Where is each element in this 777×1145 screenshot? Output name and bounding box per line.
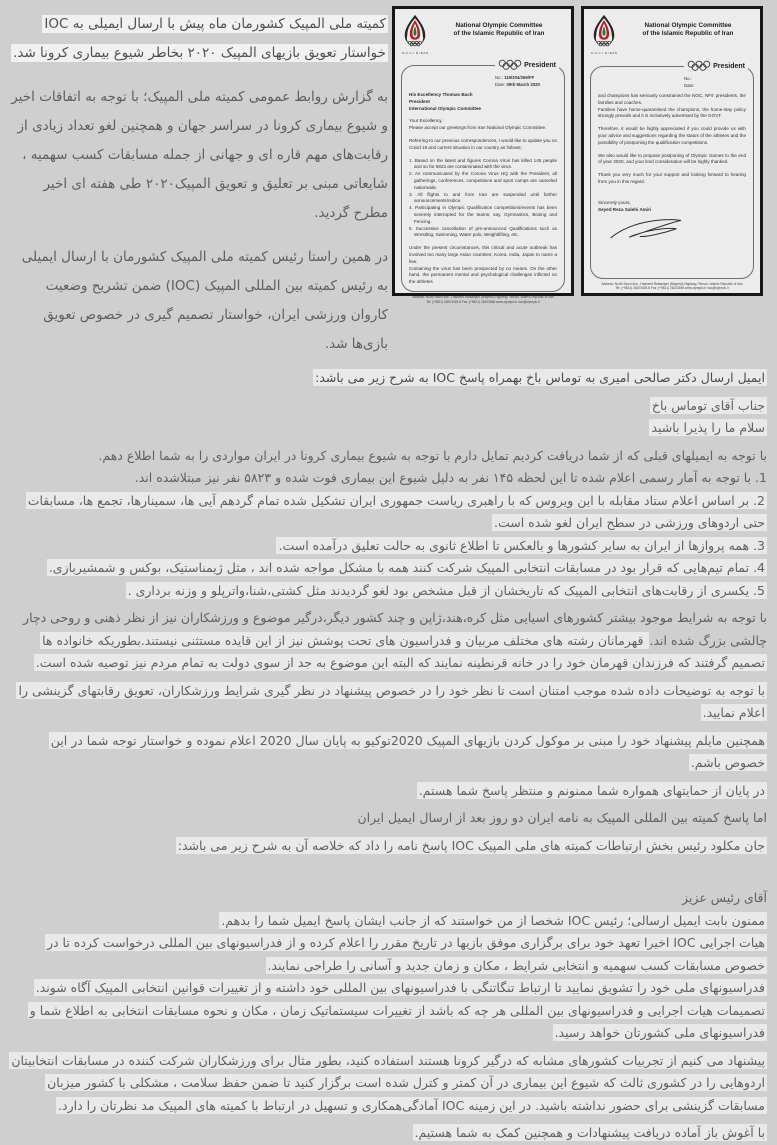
org-name-line2: of the Islamic Republic of Iran bbox=[642, 30, 734, 37]
president-label: President bbox=[713, 62, 745, 70]
paragraph bbox=[10, 445, 767, 468]
highlighted-text: 2. بر اساس اعلام ستاد مقابله با این ویروس که با راهبری ریاست جمهوری ایران تشکیل شده تمام گردهم آیی ها، سمینارها، تجمع ها، مسابقات حتی اردوهای ورزشی در سطح ایران لغو شده است. bbox=[27, 492, 765, 530]
no-label: No.: bbox=[684, 76, 692, 81]
letter-footer-line2: Tel: (+9821) 26203425-6 Fax: (+9821) 26203556 www.olympic.ir noc@olympic.ir bbox=[615, 286, 729, 291]
plain-text: در همین راستا رئیس کمیته ملی المپیک کشورمان با ارسال ایمیلی به رئیس کمیته بین المللی المپیک (IOC) ضمن تشریح وضعیت کاروان ورزشی ایران، خواستار تصمیم گیری در خصوص تعویق بازی‌ها شد. bbox=[21, 249, 388, 352]
highlighted-text: ممنون بابت ایمیل ارسالی؛ رئیس IOC شخصا از من خواستند که از جانب ایشان پاسخ ایمیل شما را بدهم. bbox=[221, 912, 765, 928]
highlighted-text: هیات اجرایی IOC اخیرا تعهد خود برای برگزاری موفق بازیها در تاریخ مقرر را اعلام کرده و از فدراسیونهای بین المللی درخواست کرده تا در خصوص مسابقات کسب سهمیه و انتخابی شرایط ، مکان و زمان جدید و آسانی را طراحی نمایند. bbox=[46, 935, 765, 973]
paragraph bbox=[10, 243, 388, 359]
date-label: Date: bbox=[684, 82, 695, 88]
highlighted-text: جان مکلود رئیس بخش ارتباطات کمیته های ملی المپیک IOC پاسخ نامه را داد که خلاصه آن به شرح زیر می باشد: bbox=[177, 837, 765, 853]
paragraph bbox=[10, 83, 388, 228]
letter-line: His Excellency Thomas Bach bbox=[409, 92, 473, 97]
logo-caption: N.O.C.I.R.IRAN bbox=[401, 51, 429, 55]
paragraph bbox=[10, 417, 767, 440]
plain-text: اما پاسخ کمیته بین المللی المپیک به نامه ایران دو روز بعد از ارسال ایمیل ایران bbox=[357, 810, 767, 825]
paragraph bbox=[10, 1000, 767, 1045]
paragraph bbox=[10, 932, 767, 977]
letter-line: Referring to our previous correspondences, I would like to update you on Covid 19 and current situation in our country as follows: bbox=[409, 137, 557, 150]
paragraph bbox=[10, 607, 767, 675]
letter-line: President bbox=[409, 98, 430, 104]
highlighted-text: 5. یکسری از رقابت‌های انتخابی المپیک که تاریخشان از قبل مشخص بود لغو گردیدند مثل کشتی،شنا،واترپلو و وزنه برداری . bbox=[127, 582, 765, 598]
letter-line: 2. As communicated by the Corona Virus HQ with the President, all gatherings, conferences, competitions and sport camps are canceled nationwide. bbox=[409, 171, 557, 190]
highlighted-text: سلام ما را پذیرا باشید bbox=[651, 420, 765, 435]
paragraph bbox=[10, 1050, 767, 1118]
plain-text: آقای رئیس عزیز bbox=[682, 890, 767, 905]
paragraph bbox=[10, 835, 767, 858]
letter-body-text bbox=[598, 93, 746, 241]
letter-line: Your Excellency, bbox=[409, 118, 443, 124]
noc-iran-logo bbox=[590, 14, 618, 55]
letter-line: We also would like to propose postponing of Olympic Games to the end of year 2020, and your kind consideration will be highly thanked. bbox=[598, 152, 746, 165]
letter-line: Containing the virus has been prospected by no means. On the other hand, the permanent mental and psychological challenges inflicted on the athletes bbox=[409, 265, 557, 285]
highlighted-text: پیشنهاد می کنیم از تجربیات کشورهای مشابه که درگیر کرونا هستند استفاده کنید، بطور مثال برای ورزشکاران شرکت کننده در مسابقات انتخابیتان اردوهایی را در کشوری ثالث که شیوع این بیماری در آن کمتر و کترل شده است برگزار کنید تا ضمن حفظ سلامت ، مشکلی با کشور میزبان مسابقات گزینشی برای حضور نداشته باشید. در این زمینه IOC آمادگی‌همکاری و تسهیل در ارتباط با کمیته های المپیک مد نظرتان را دارد. bbox=[11, 1052, 765, 1113]
plain-text: با توجه به ایمیلهای قبلی که از شما دریافت کردیم تمایل دارم با توجه به شیوع بیماری کرونا در ایران مواردی را به شما اطلاع دهم. bbox=[98, 447, 767, 463]
letter-line: 1. Based on the latest and figures Corona Virus has killed 145 people and so far 5823 are contaminated with the virus. bbox=[409, 157, 557, 170]
olympic-rings-icon bbox=[687, 60, 711, 72]
letter-line: Sincerely yours, bbox=[598, 199, 631, 205]
plain-text: 1. با توجه به آمار رسمی اعلام شده تا این لحظه ۱۴۵ نفر به دلیل شیوع این بیماری فوت شده و ۵۸۲۳ نفر نیز مبتلاشده اند. bbox=[134, 470, 767, 485]
president-label: President bbox=[524, 61, 556, 69]
olympic-rings-icon bbox=[498, 59, 522, 71]
highlighted-text: جناب آقای توماس باخ bbox=[651, 397, 765, 413]
noc-iran-logo bbox=[401, 14, 429, 55]
article-body bbox=[0, 359, 777, 1145]
plain-text: به گزارش روابط عمومی کمیته ملی المپیک؛ با توجه به اتفاقات اخیر و شیوع بیماری کرونا در سراسر جهان و همچنین لغو تعداد زیادی از رقابت‌های مهم قاره ای و جهانی از جمله مسابقات کسب سهمیه ، شایعاتی مبنی بر تعلیق و تعویق المپیک۲۰۲۰ طی هفته ای اخیر مطرح گردید. bbox=[11, 89, 388, 221]
paragraph bbox=[10, 10, 388, 68]
no-value: 119/204/269/FF bbox=[504, 75, 535, 80]
highlighted-text: با توجه به توضیحات داده شده موجب امتنان است تا نظر خود را در خصوص پیشنهاد در نظر گیری شرایط ورزشکاران، تعویق رقابتهای گزینشی را اعلام نمایید. bbox=[18, 682, 765, 720]
paragraph bbox=[10, 467, 767, 490]
org-name-line2: of the Islamic Republic of Iran bbox=[453, 30, 545, 37]
letter-number-date bbox=[495, 75, 557, 88]
plain-text: با توجه به شرایط موجود بیشتر کشورهای اسیایی مثل کره،هند،ژاپن و چند کشور دیگر،درگیر موضوع و ورزشکاران نیز از نظر ذهنی و روحی دچار چالشی بزرگ شده اند. bbox=[23, 610, 767, 648]
letter-line: International Olympic Committee bbox=[409, 105, 481, 111]
highlighted-text: کمیته ملی المپیک کشورمان ماه پیش با ارسال ایمیلی به IOC خواستار تعویق بازیهای المپیک ۲۰۲۰ بخاطر شیوع بیماری کرونا شد. bbox=[13, 16, 386, 61]
paragraph bbox=[10, 730, 767, 775]
letter-body-box bbox=[590, 62, 754, 279]
highlighted-text: ایمیل ارسال دکتر صالحی امیری به توماس باخ بهمراه پاسخ IOC به شرح زیر می باشد: bbox=[315, 370, 765, 385]
letter-scan-page2 bbox=[581, 6, 763, 296]
org-name-line1: National Olympic Committee bbox=[644, 22, 732, 29]
logo-caption: N.O.C.I.R.IRAN bbox=[590, 51, 618, 55]
paragraph bbox=[10, 780, 767, 803]
letter-line: Please accept our greetings from Iran National Olympic Committee. bbox=[409, 125, 547, 131]
letter-scans bbox=[392, 6, 763, 304]
paragraph bbox=[10, 580, 767, 603]
letter-scan-page1 bbox=[392, 6, 574, 304]
paragraph bbox=[10, 535, 767, 558]
letter-line: 4. Participating in Olympic Qualification competitions/events has been severely interrupted for the teams; say, Gymnastics, Boxing and Fencing. bbox=[409, 205, 557, 224]
highlighted-text: با آغوش باز آماده دریافت پیشنهادات و همچنین کمک به شما هستیم. bbox=[414, 1125, 765, 1140]
highlighted-text: در پایان از حمایتهای همواره شما ممنونم و منتظر پاسخ شما هستم. bbox=[418, 782, 765, 798]
paragraph bbox=[10, 910, 767, 933]
paragraph bbox=[10, 490, 767, 535]
intro-text-column bbox=[4, 6, 392, 359]
letter-org-title bbox=[433, 14, 565, 38]
letter-footer bbox=[590, 282, 754, 291]
highlighted-text: فدراسیونهای ملی خود را تشویق نمایید تا ارتباط تنگاتنگی با فدراسیونهای بین المللی خود داشته و از تغییرات قوانین انتخابی المپیک آگاه شوند. bbox=[35, 980, 765, 995]
noc-iran-logo-icon bbox=[591, 14, 617, 50]
letter-line: Families have home-quarantined the champions, the home-stay policy strongly prevails and it is inclusively advertised by the GOVT. bbox=[598, 106, 746, 119]
no-label: No.: bbox=[495, 75, 503, 80]
letter-line: 3. All flights to and from Iran are suspended until further announcements/notice. bbox=[409, 191, 557, 204]
letter-body-text bbox=[409, 92, 557, 286]
letter-body-box bbox=[401, 61, 565, 292]
letter-footer-line2: Tel: (+9821) 26203425-6 Fax: (+9821) 26203556 www.olympic.ir noc@olympic.ir bbox=[426, 299, 540, 304]
org-name-line1: National Olympic Committee bbox=[455, 22, 543, 29]
letter-footer bbox=[401, 295, 565, 304]
letter-line: Seyed Reza Salehi Amiri bbox=[598, 206, 652, 212]
letter-line: Thank you very much for your support and looking forward to hearing from you in this regard. bbox=[598, 172, 746, 184]
highlighted-text: 3. همه پروازها از ایران به سایر کشورها و بالعکس تا اطلاع ثانوی به حالت تعلیق درآمده است. bbox=[278, 537, 765, 553]
paragraph bbox=[10, 977, 767, 1000]
letter-line: Therefore, it would be highly appreciated if you could provide us with your advice and suggestions regarding the status of the athletes and the possibility of postponing the qualification competitions. bbox=[598, 126, 746, 145]
highlighted-text: 4. تمام تیم‌هایی که قرار بود در مسابقات انتخابی المپیک شرکت کنند همه با مشکل مواجه شده اند ، مثل ژیمناستیک، بوکس و شمشیربازی. bbox=[48, 560, 765, 575]
highlighted-text: تصمیمات هیات اجرایی و فدراسیونهای بین المللی هر چه که باشد از تغییرات سیستماتیک زمان ، مکان و نحوه مسابقات انتخابی به اطلاع شما و فدراسیونهای ملی کشورتان خواهد رسید. bbox=[29, 1002, 765, 1040]
paragraph bbox=[10, 557, 767, 580]
letter-line: and champions has seriously constrained the NOC, NFs' presidents, the families and coaches. bbox=[598, 93, 746, 105]
letter-number-date bbox=[684, 76, 746, 89]
date-value: 09th March 2020 bbox=[506, 81, 540, 87]
president-heading bbox=[495, 59, 559, 71]
letter-footer-line1: Address: North Seoul Ave., Hashemi Rafsanjani (Niayesh) Highway, Tehran, Islamic Republic of Iran bbox=[601, 281, 743, 286]
paragraph bbox=[10, 1122, 767, 1145]
highlighted-text: قهرمانان رشته های مختلف مربیان و فدراسیون های تحت پوشش نیز از این قایده مستثنی نیستند.بطوریکه خانواده ها تصمیم گرفتند که فرزندان قهرمان خود را در خانه قرنطینه نمایند که البته این موضوع به جد از سوی دولت به تمام مردم نیز توصیه شده است. bbox=[35, 632, 765, 670]
paragraph bbox=[10, 395, 767, 418]
paragraph bbox=[10, 887, 767, 910]
signature-icon bbox=[606, 215, 701, 241]
letter-header bbox=[401, 14, 565, 54]
letter-org-title bbox=[622, 14, 754, 38]
letter-footer-line1: Address: North Seoul Ave., Hashemi Rafsanjani (Niayesh) Highway, Tehran, Islamic Republic of Iran bbox=[412, 294, 554, 299]
letter-line: 5. Successive cancellation of pre-announced Qualifications such as Wrestling, Swimming, Water polo, Weightlifting, etc. bbox=[409, 225, 557, 238]
letter-header bbox=[590, 14, 754, 55]
president-heading bbox=[684, 60, 748, 72]
top-section bbox=[0, 0, 777, 359]
date-label: Date: bbox=[495, 81, 506, 87]
paragraph bbox=[10, 680, 767, 725]
paragraph bbox=[10, 807, 767, 830]
letter-line: Under the present circumstances, this critical and acute outbreak has involved too many large Asian countries; Korea, India, Japan to name a few. bbox=[409, 245, 557, 264]
noc-iran-logo-icon bbox=[402, 14, 428, 50]
paragraph bbox=[10, 367, 767, 390]
highlighted-text: همچنین مایلم پیشنهاد خود را مبنی بر موکول کردن بازیهای المپیک 2020توکیو به پایان سال 2020 اعلام نموده و خواستار توجه شما در این خصوص باشم. bbox=[50, 732, 765, 770]
